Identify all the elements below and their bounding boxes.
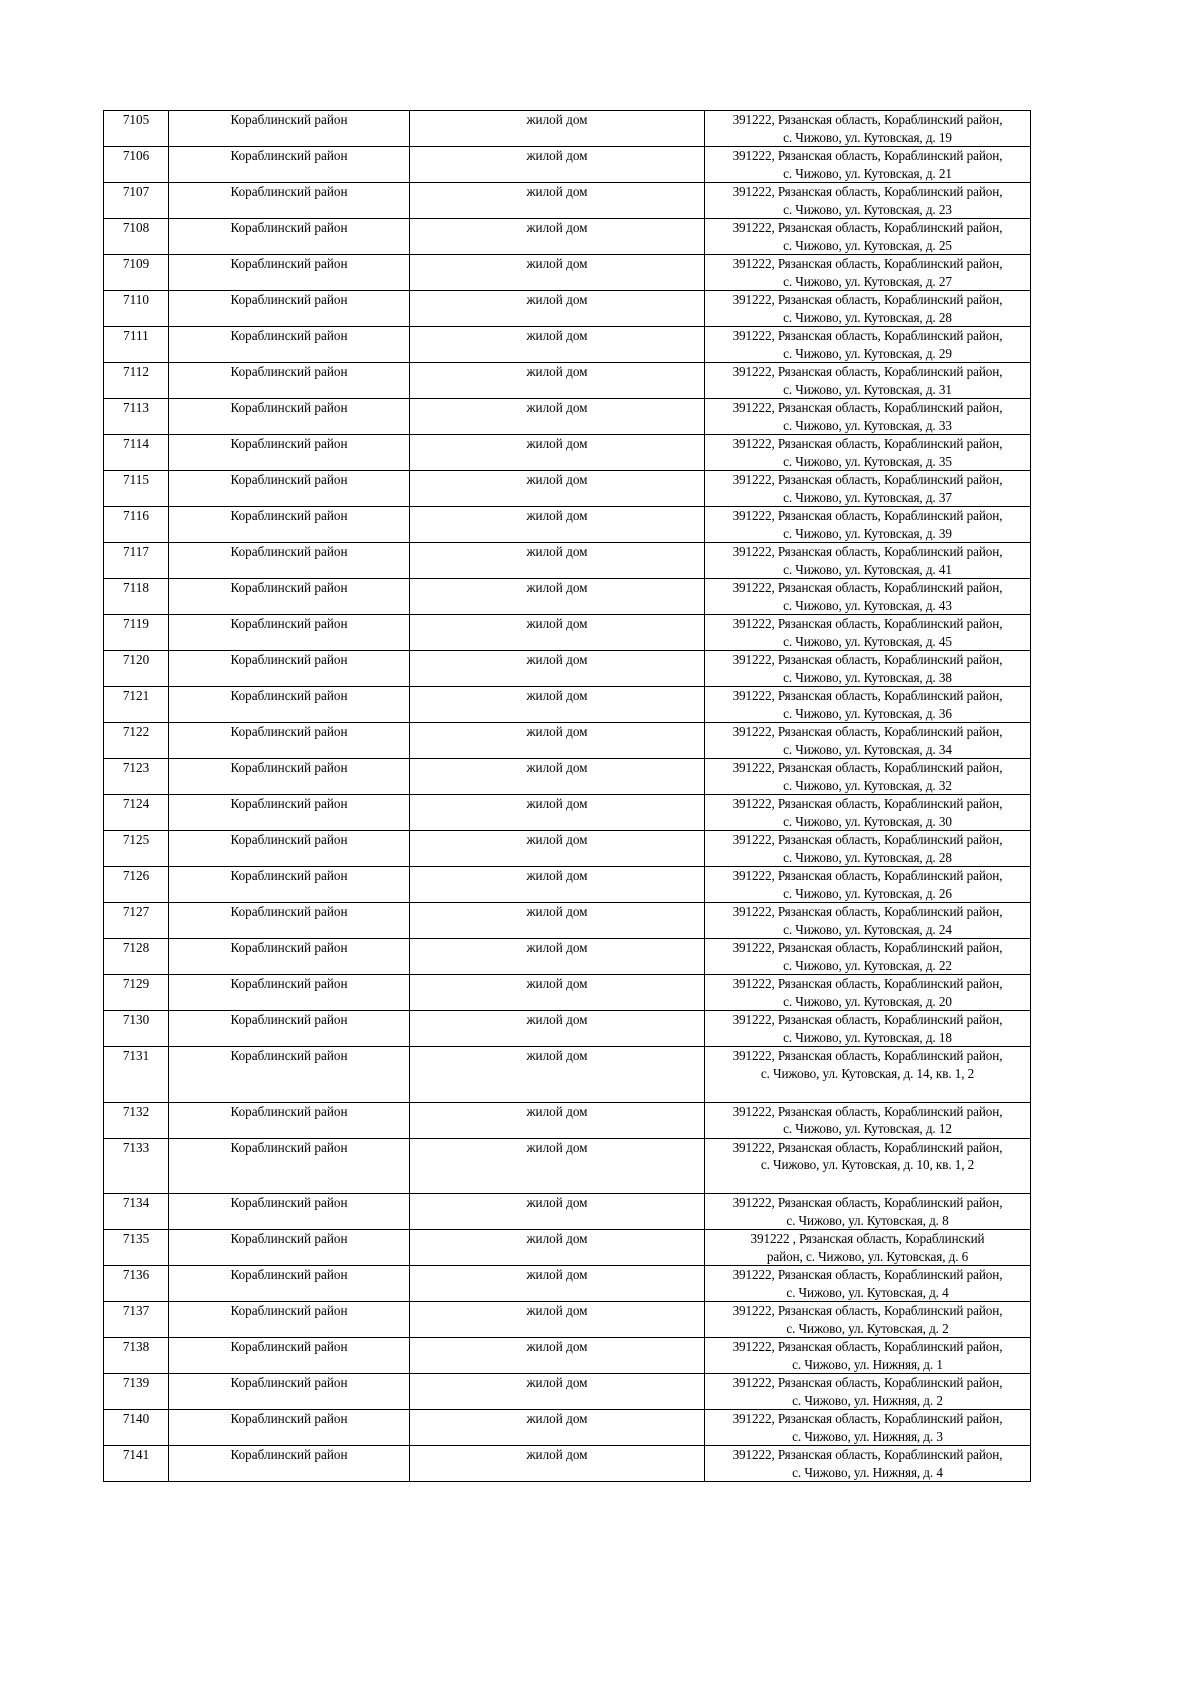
table-row xyxy=(104,867,1031,903)
table-row xyxy=(104,615,1031,651)
table-row xyxy=(104,435,1031,471)
table-row xyxy=(104,255,1031,291)
cell-number: 7120 xyxy=(104,651,169,687)
cell-object-type: жилой дом xyxy=(410,1374,705,1410)
cell-address: 391222, Рязанская область, Кораблинский район, с. Чижово, ул. Кутовская, д. 32 xyxy=(705,759,1031,795)
cell-number: 7119 xyxy=(104,615,169,651)
cell-district: Кораблинский район xyxy=(169,363,410,399)
table-row xyxy=(104,723,1031,759)
cell-address: 391222, Рязанская область, Кораблинский район, с. Чижово, ул. Кутовская, д. 36 xyxy=(705,687,1031,723)
cell-object-type: жилой дом xyxy=(410,579,705,615)
cell-address: 391222, Рязанская область, Кораблинский район, с. Чижово, ул. Кутовская, д. 39 xyxy=(705,507,1031,543)
cell-number: 7106 xyxy=(104,147,169,183)
cell-number: 7108 xyxy=(104,219,169,255)
cell-object-type: жилой дом xyxy=(410,147,705,183)
table-row xyxy=(104,579,1031,615)
cell-address: 391222, Рязанская область, Кораблинский район, с. Чижово, ул. Кутовская, д. 28 xyxy=(705,831,1031,867)
cell-district: Кораблинский район xyxy=(169,219,410,255)
cell-address: 391222, Рязанская область, Кораблинский район, с. Чижово, ул. Кутовская, д. 4 xyxy=(705,1266,1031,1302)
table-row xyxy=(104,687,1031,723)
table-row xyxy=(104,1302,1031,1338)
cell-object-type: жилой дом xyxy=(410,543,705,579)
cell-object-type: жилой дом xyxy=(410,1302,705,1338)
cell-district: Кораблинский район xyxy=(169,939,410,975)
cell-district: Кораблинский район xyxy=(169,1446,410,1482)
cell-address: 391222, Рязанская область, Кораблинский район, с. Чижово, ул. Кутовская, д. 19 xyxy=(705,111,1031,147)
cell-district: Кораблинский район xyxy=(169,327,410,363)
table-row xyxy=(104,1374,1031,1410)
table-row xyxy=(104,1011,1031,1047)
cell-object-type: жилой дом xyxy=(410,291,705,327)
cell-address: 391222, Рязанская область, Кораблинский район, с. Чижово, ул. Кутовская, д. 41 xyxy=(705,543,1031,579)
cell-number: 7139 xyxy=(104,1374,169,1410)
cell-number: 7109 xyxy=(104,255,169,291)
table-row xyxy=(104,795,1031,831)
cell-district: Кораблинский район xyxy=(169,687,410,723)
table-row xyxy=(104,831,1031,867)
table-row xyxy=(104,1138,1031,1194)
cell-number: 7133 xyxy=(104,1138,169,1194)
table-row xyxy=(104,471,1031,507)
cell-district: Кораблинский район xyxy=(169,795,410,831)
table-row xyxy=(104,327,1031,363)
table-row xyxy=(104,219,1031,255)
cell-number: 7124 xyxy=(104,795,169,831)
cell-district: Кораблинский район xyxy=(169,507,410,543)
cell-address: 391222, Рязанская область, Кораблинский район, с. Чижово, ул. Кутовская, д. 20 xyxy=(705,975,1031,1011)
cell-address: 391222, Рязанская область, Кораблинский район, с. Чижово, ул. Кутовская, д. 12 xyxy=(705,1102,1031,1138)
cell-number: 7128 xyxy=(104,939,169,975)
cell-district: Кораблинский район xyxy=(169,975,410,1011)
cell-number: 7118 xyxy=(104,579,169,615)
cell-address: 391222, Рязанская область, Кораблинский район, с. Чижово, ул. Кутовская, д. 23 xyxy=(705,183,1031,219)
cell-number: 7114 xyxy=(104,435,169,471)
table-row xyxy=(104,147,1031,183)
cell-address: 391222, Рязанская область, Кораблинский район, с. Чижово, ул. Кутовская, д. 14, кв. 1, 2 xyxy=(705,1047,1031,1103)
cell-object-type: жилой дом xyxy=(410,363,705,399)
table-row xyxy=(104,1338,1031,1374)
table-row xyxy=(104,507,1031,543)
cell-object-type: жилой дом xyxy=(410,831,705,867)
cell-object-type: жилой дом xyxy=(410,1011,705,1047)
cell-number: 7131 xyxy=(104,1047,169,1103)
cell-district: Кораблинский район xyxy=(169,111,410,147)
table-row xyxy=(104,363,1031,399)
cell-district: Кораблинский район xyxy=(169,255,410,291)
cell-address: 391222, Рязанская область, Кораблинский район, с. Чижово, ул. Кутовская, д. 22 xyxy=(705,939,1031,975)
cell-address: 391222, Рязанская область, Кораблинский район, с. Чижово, ул. Кутовская, д. 24 xyxy=(705,903,1031,939)
cell-number: 7134 xyxy=(104,1194,169,1230)
table-row xyxy=(104,651,1031,687)
cell-district: Кораблинский район xyxy=(169,723,410,759)
cell-address: 391222, Рязанская область, Кораблинский район, с. Чижово, ул. Кутовская, д. 38 xyxy=(705,651,1031,687)
cell-district: Кораблинский район xyxy=(169,615,410,651)
cell-number: 7137 xyxy=(104,1302,169,1338)
housing-registry-table xyxy=(103,110,1031,1482)
cell-object-type: жилой дом xyxy=(410,255,705,291)
cell-address: 391222, Рязанская область, Кораблинский район, с. Чижово, ул. Нижняя, д. 2 xyxy=(705,1374,1031,1410)
cell-object-type: жилой дом xyxy=(410,1446,705,1482)
cell-district: Кораблинский район xyxy=(169,903,410,939)
cell-number: 7125 xyxy=(104,831,169,867)
cell-address: 391222, Рязанская область, Кораблинский район, с. Чижово, ул. Кутовская, д. 10, кв. 1, 2 xyxy=(705,1138,1031,1194)
cell-district: Кораблинский район xyxy=(169,579,410,615)
cell-object-type: жилой дом xyxy=(410,1047,705,1103)
cell-address: 391222, Рязанская область, Кораблинский район, с. Чижово, ул. Кутовская, д. 35 xyxy=(705,435,1031,471)
cell-number: 7130 xyxy=(104,1011,169,1047)
table-row xyxy=(104,1102,1031,1138)
cell-address: 391222, Рязанская область, Кораблинский район, с. Чижово, ул. Нижняя, д. 1 xyxy=(705,1338,1031,1374)
cell-number: 7110 xyxy=(104,291,169,327)
cell-district: Кораблинский район xyxy=(169,543,410,579)
cell-district: Кораблинский район xyxy=(169,399,410,435)
table-row xyxy=(104,183,1031,219)
cell-object-type: жилой дом xyxy=(410,1194,705,1230)
cell-district: Кораблинский район xyxy=(169,1138,410,1194)
cell-number: 7112 xyxy=(104,363,169,399)
cell-address: 391222, Рязанская область, Кораблинский район, с. Чижово, ул. Кутовская, д. 29 xyxy=(705,327,1031,363)
cell-object-type: жилой дом xyxy=(410,111,705,147)
table-row xyxy=(104,1047,1031,1103)
table-row xyxy=(104,903,1031,939)
cell-district: Кораблинский район xyxy=(169,759,410,795)
cell-object-type: жилой дом xyxy=(410,723,705,759)
cell-district: Кораблинский район xyxy=(169,147,410,183)
cell-number: 7135 xyxy=(104,1230,169,1266)
cell-number: 7140 xyxy=(104,1410,169,1446)
cell-number: 7115 xyxy=(104,471,169,507)
cell-number: 7127 xyxy=(104,903,169,939)
cell-address: 391222, Рязанская область, Кораблинский район, с. Чижово, ул. Кутовская, д. 18 xyxy=(705,1011,1031,1047)
cell-number: 7123 xyxy=(104,759,169,795)
cell-address: 391222, Рязанская область, Кораблинский район, с. Чижово, ул. Кутовская, д. 26 xyxy=(705,867,1031,903)
cell-district: Кораблинский район xyxy=(169,1230,410,1266)
cell-object-type: жилой дом xyxy=(410,651,705,687)
cell-address: 391222, Рязанская область, Кораблинский район, с. Чижово, ул. Кутовская, д. 37 xyxy=(705,471,1031,507)
cell-number: 7107 xyxy=(104,183,169,219)
cell-number: 7117 xyxy=(104,543,169,579)
cell-address: 391222, Рязанская область, Кораблинский район, с. Чижово, ул. Нижняя, д. 4 xyxy=(705,1446,1031,1482)
cell-address: 391222, Рязанская область, Кораблинский район, с. Чижово, ул. Кутовская, д. 30 xyxy=(705,795,1031,831)
cell-address: 391222, Рязанская область, Кораблинский район, с. Чижово, ул. Кутовская, д. 27 xyxy=(705,255,1031,291)
cell-district: Кораблинский район xyxy=(169,1011,410,1047)
cell-number: 7116 xyxy=(104,507,169,543)
cell-number: 7105 xyxy=(104,111,169,147)
table-row xyxy=(104,291,1031,327)
cell-object-type: жилой дом xyxy=(410,687,705,723)
table-row xyxy=(104,759,1031,795)
cell-district: Кораблинский район xyxy=(169,867,410,903)
cell-district: Кораблинский район xyxy=(169,831,410,867)
cell-district: Кораблинский район xyxy=(169,1302,410,1338)
cell-object-type: жилой дом xyxy=(410,1102,705,1138)
cell-number: 7141 xyxy=(104,1446,169,1482)
cell-number: 7132 xyxy=(104,1102,169,1138)
cell-number: 7129 xyxy=(104,975,169,1011)
cell-district: Кораблинский район xyxy=(169,1102,410,1138)
table-body xyxy=(104,111,1031,1482)
cell-number: 7136 xyxy=(104,1266,169,1302)
cell-district: Кораблинский район xyxy=(169,435,410,471)
cell-number: 7113 xyxy=(104,399,169,435)
table-row xyxy=(104,975,1031,1011)
table-row xyxy=(104,1266,1031,1302)
cell-district: Кораблинский район xyxy=(169,1338,410,1374)
cell-number: 7126 xyxy=(104,867,169,903)
cell-address: 391222, Рязанская область, Кораблинский район, с. Чижово, ул. Нижняя, д. 3 xyxy=(705,1410,1031,1446)
cell-district: Кораблинский район xyxy=(169,1266,410,1302)
cell-address: 391222, Рязанская область, Кораблинский район, с. Чижово, ул. Кутовская, д. 2 xyxy=(705,1302,1031,1338)
cell-address: 391222, Рязанская область, Кораблинский район, с. Чижово, ул. Кутовская, д. 25 xyxy=(705,219,1031,255)
cell-district: Кораблинский район xyxy=(169,1410,410,1446)
cell-object-type: жилой дом xyxy=(410,759,705,795)
cell-object-type: жилой дом xyxy=(410,1138,705,1194)
cell-object-type: жилой дом xyxy=(410,795,705,831)
cell-object-type: жилой дом xyxy=(410,1266,705,1302)
cell-district: Кораблинский район xyxy=(169,471,410,507)
cell-number: 7121 xyxy=(104,687,169,723)
cell-object-type: жилой дом xyxy=(410,507,705,543)
table-row xyxy=(104,111,1031,147)
cell-number: 7122 xyxy=(104,723,169,759)
cell-address: 391222, Рязанская область, Кораблинский район, с. Чижово, ул. Кутовская, д. 43 xyxy=(705,579,1031,615)
table-row xyxy=(104,1410,1031,1446)
cell-number: 7111 xyxy=(104,327,169,363)
cell-object-type: жилой дом xyxy=(410,939,705,975)
cell-district: Кораблинский район xyxy=(169,1194,410,1230)
cell-address: 391222 , Рязанская область, Кораблинский район, с. Чижово, ул. Кутовская, д. 6 xyxy=(705,1230,1031,1266)
cell-district: Кораблинский район xyxy=(169,1374,410,1410)
cell-object-type: жилой дом xyxy=(410,903,705,939)
table-row xyxy=(104,399,1031,435)
cell-district: Кораблинский район xyxy=(169,291,410,327)
cell-object-type: жилой дом xyxy=(410,1230,705,1266)
cell-object-type: жилой дом xyxy=(410,435,705,471)
table-row xyxy=(104,939,1031,975)
cell-object-type: жилой дом xyxy=(410,615,705,651)
cell-district: Кораблинский район xyxy=(169,183,410,219)
cell-object-type: жилой дом xyxy=(410,975,705,1011)
cell-object-type: жилой дом xyxy=(410,183,705,219)
cell-object-type: жилой дом xyxy=(410,399,705,435)
table-row xyxy=(104,1230,1031,1266)
cell-address: 391222, Рязанская область, Кораблинский район, с. Чижово, ул. Кутовская, д. 45 xyxy=(705,615,1031,651)
cell-object-type: жилой дом xyxy=(410,1410,705,1446)
cell-district: Кораблинский район xyxy=(169,1047,410,1103)
cell-address: 391222, Рязанская область, Кораблинский район, с. Чижово, ул. Кутовская, д. 34 xyxy=(705,723,1031,759)
cell-object-type: жилой дом xyxy=(410,471,705,507)
cell-object-type: жилой дом xyxy=(410,1338,705,1374)
table-row xyxy=(104,543,1031,579)
table-row xyxy=(104,1446,1031,1482)
cell-object-type: жилой дом xyxy=(410,219,705,255)
table-row xyxy=(104,1194,1031,1230)
cell-object-type: жилой дом xyxy=(410,327,705,363)
cell-address: 391222, Рязанская область, Кораблинский район, с. Чижово, ул. Кутовская, д. 33 xyxy=(705,399,1031,435)
cell-address: 391222, Рязанская область, Кораблинский район, с. Чижово, ул. Кутовская, д. 8 xyxy=(705,1194,1031,1230)
cell-address: 391222, Рязанская область, Кораблинский район, с. Чижово, ул. Кутовская, д. 31 xyxy=(705,363,1031,399)
cell-address: 391222, Рязанская область, Кораблинский район, с. Чижово, ул. Кутовская, д. 28 xyxy=(705,291,1031,327)
cell-object-type: жилой дом xyxy=(410,867,705,903)
cell-number: 7138 xyxy=(104,1338,169,1374)
cell-address: 391222, Рязанская область, Кораблинский район, с. Чижово, ул. Кутовская, д. 21 xyxy=(705,147,1031,183)
cell-district: Кораблинский район xyxy=(169,651,410,687)
